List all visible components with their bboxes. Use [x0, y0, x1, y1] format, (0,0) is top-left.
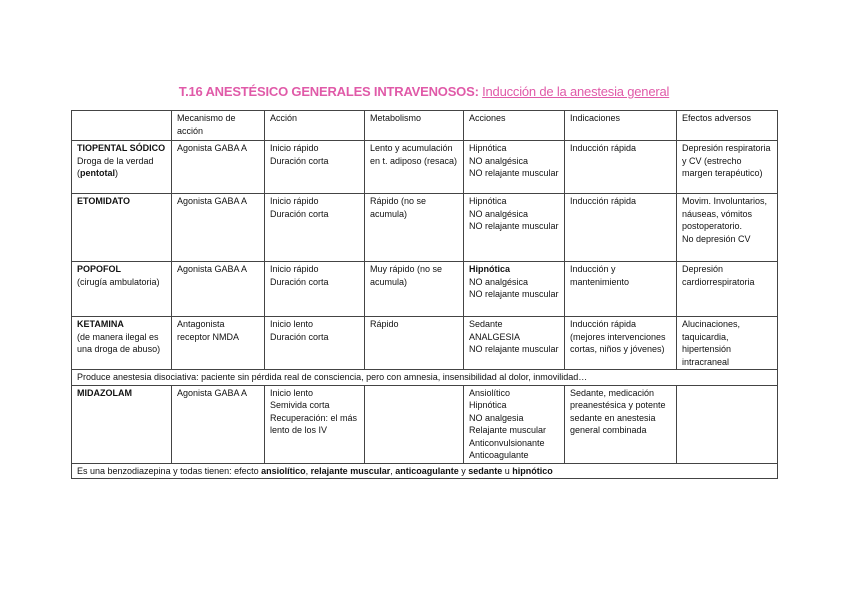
action-cell: Inicio lento Semivida corta Recuperación: el más lento de los IV — [265, 385, 365, 463]
drug-name-cell — [72, 194, 172, 262]
metabolism-cell: Muy rápido (no se acumula) — [365, 262, 464, 317]
acciones-cell: Ansiolítico Hipnótica NO analgesia Relajante muscular Anticonvulsionante Anticoagulante — [464, 385, 565, 463]
midazolam-footnote: Es una benzodiazepina y todas tienen: efecto ansiolítico, relajante muscular, anticoagulante y sedante u hipnótico — [72, 463, 778, 479]
indications-cell: Inducción rápida — [565, 141, 677, 194]
mechanism-cell: Agonista GABA A — [172, 385, 265, 463]
metabolism-cell — [365, 385, 464, 463]
metabolism-cell: Lento y acumulación en t. adiposo (resaca) — [365, 141, 464, 194]
action-cell: Inicio rápido Duración corta — [265, 141, 365, 194]
footnote-row — [72, 463, 778, 479]
table-row — [72, 194, 778, 262]
drug-name: ETOMIDATO — [77, 196, 131, 206]
header-cell: Acciones — [464, 111, 565, 141]
title-subtitle-link[interactable]: Inducción de la anestesia general — [482, 84, 670, 99]
header-cell — [72, 111, 172, 141]
mechanism-cell: Agonista GABA A — [172, 141, 265, 194]
drug-name: MIDAZOLAM — [77, 387, 132, 398]
drug-name: KETAMINA — [77, 319, 124, 329]
drugs-table — [71, 110, 778, 479]
action-cell: Inicio rápido Duración corta — [265, 194, 365, 262]
acciones-cell: Hipnótica NO analgésica NO relajante muscular — [464, 262, 565, 317]
header-cell: Acción — [265, 111, 365, 141]
table-row — [72, 262, 778, 317]
header-cell: Indicaciones — [565, 111, 677, 141]
acciones-cell: Sedante ANALGESIA NO relajante muscular — [464, 317, 565, 370]
mechanism-cell: Agonista GABA A — [172, 194, 265, 262]
drug-note: (cirugía ambulatoria) — [77, 276, 160, 287]
table-header-row — [72, 111, 778, 141]
drug-name-cell — [72, 317, 172, 370]
header-cell: Efectos adversos — [677, 111, 778, 141]
mechanism-cell: Agonista GABA A — [172, 262, 265, 317]
mechanism-cell: Antagonista receptor NMDA — [172, 317, 265, 370]
action-cell: Inicio lento Duración corta — [265, 317, 365, 370]
adverse-cell: Depresión cardiorrespiratoria — [677, 262, 778, 317]
adverse-cell: Depresión respiratoria y CV (estrecho margen terapéutico) — [677, 141, 778, 194]
drug-note: (de manera ilegal es una droga de abuso) — [77, 331, 161, 354]
table-row — [72, 141, 778, 194]
indications-cell: Inducción y mantenimiento — [565, 262, 677, 317]
header-cell: Mecanismo de acción — [172, 111, 265, 141]
drug-name-cell — [72, 385, 172, 463]
indications-cell: Inducción rápida (mejores intervenciones cortas, niños y jóvenes) — [565, 317, 677, 370]
drug-name-cell — [72, 262, 172, 317]
indications-cell: Inducción rápida — [565, 194, 677, 262]
adverse-cell: Alucinaciones, taquicardia, hipertensión intracraneal — [677, 317, 778, 370]
header-cell: Metabolismo — [365, 111, 464, 141]
acciones-cell: Hipnótica NO analgésica NO relajante muscular — [464, 141, 565, 194]
table-row — [72, 385, 778, 463]
drug-name: TIOPENTAL SÓDICO — [77, 143, 166, 153]
drug-note: Droga de la verdad (pentotal) — [77, 155, 154, 178]
metabolism-cell: Rápido (no se acumula) — [365, 194, 464, 262]
page-title — [0, 84, 848, 99]
drug-name: POPOFOL — [77, 264, 122, 274]
footnote-row — [72, 370, 778, 386]
drug-name-cell — [72, 141, 172, 194]
adverse-cell: Movim. Involuntarios, náuseas, vómitos postoperatorio. No depresión CV — [677, 194, 778, 262]
title-main: T.16 ANESTÉSICO GENERALES INTRAVENOSOS: — [178, 84, 483, 99]
action-cell: Inicio rápido Duración corta — [265, 262, 365, 317]
acciones-cell: Hipnótica NO analgésica NO relajante muscular — [464, 194, 565, 262]
ketamina-footnote: Produce anestesia disociativa: paciente sin pérdida real de consciencia, pero con amnesia, insensibilidad al dolor, inmovilidad… — [72, 370, 778, 386]
table-row — [72, 317, 778, 370]
indications-cell: Sedante, medicación preanestésica y potente sedante en anestesia general combinada — [565, 385, 677, 463]
adverse-cell — [677, 385, 778, 463]
metabolism-cell: Rápido — [365, 317, 464, 370]
